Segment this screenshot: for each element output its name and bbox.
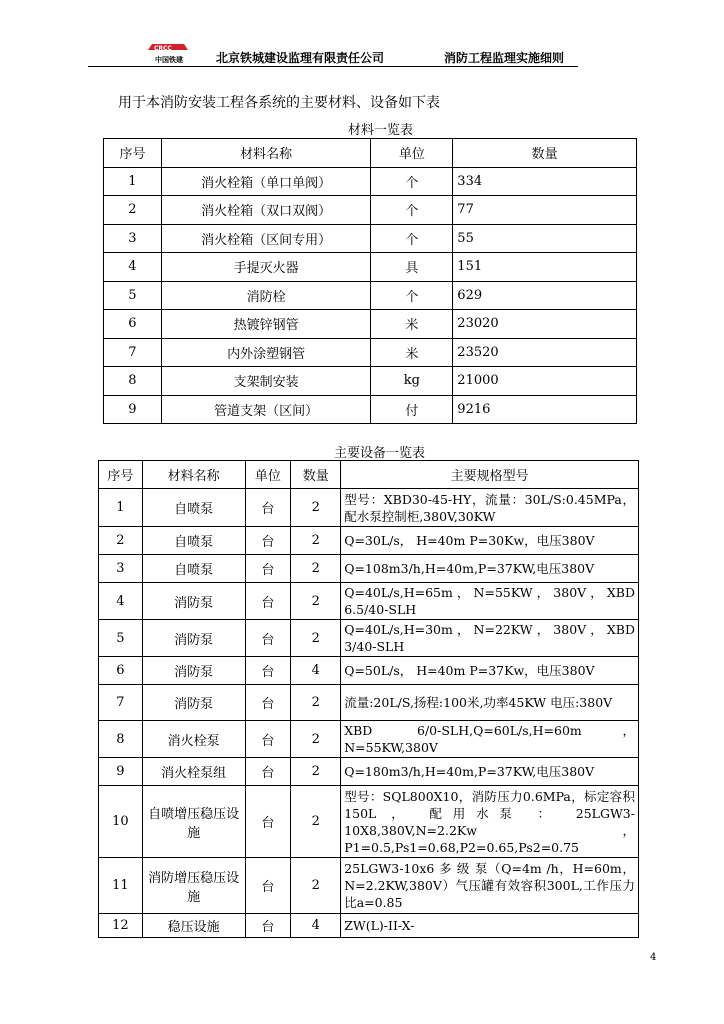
quantity: 21000 — [453, 367, 637, 396]
unit: 付 — [371, 395, 453, 424]
row-number: 9 — [104, 395, 162, 424]
unit: 台 — [245, 583, 291, 620]
row-number: 8 — [104, 367, 162, 396]
logo-text: 中国铁建 — [155, 56, 183, 64]
table-row — [104, 167, 637, 196]
row-number: 5 — [104, 281, 162, 310]
unit: 具 — [371, 253, 453, 282]
equipment-caption: 主要设备一览表 — [334, 446, 426, 461]
equipment-name: 自喷增压稳压设施 — [142, 786, 245, 858]
svg-text:CRCC: CRCC — [154, 45, 172, 52]
equipment-name: 自喷泵 — [142, 489, 245, 527]
quantity: 2 — [291, 858, 341, 914]
equipment-name: 消防泵 — [142, 685, 245, 721]
specification: 流量:20L/S,扬程:100米,功率45KW 电压:380V — [341, 685, 639, 721]
table-row — [104, 395, 637, 424]
quantity: 77 — [453, 196, 637, 225]
quantity: 23520 — [453, 338, 637, 367]
quantity: 334 — [453, 167, 637, 196]
header-name: 材料名称 — [161, 139, 371, 168]
quantity: 629 — [453, 281, 637, 310]
table-row — [99, 758, 639, 786]
table-row — [99, 786, 639, 858]
row-number: 8 — [99, 721, 143, 758]
table-row — [99, 620, 639, 657]
table-row — [104, 310, 637, 339]
equipment-name: 稳压设施 — [142, 914, 245, 938]
material-name: 消火栓箱（区间专用） — [161, 224, 371, 253]
specification: XBD 6/0-SLH,Q=60L/s,H=60m，N=55KW,380V — [341, 721, 639, 758]
row-number: 5 — [99, 620, 143, 657]
table-row — [99, 858, 639, 914]
material-name: 内外涂塑钢管 — [161, 338, 371, 367]
quantity: 4 — [291, 657, 341, 685]
material-name: 手提灭火器 — [161, 253, 371, 282]
row-number: 7 — [99, 685, 143, 721]
specification: Q=50L/s， H=40m P=37Kw，电压380V — [341, 657, 639, 685]
table-row — [104, 367, 637, 396]
row-number: 9 — [99, 758, 143, 786]
table-row — [104, 196, 637, 225]
table-row — [99, 657, 639, 685]
header-no: 序号 — [104, 139, 162, 168]
equipment-header-row — [99, 461, 639, 489]
table-row — [99, 527, 639, 555]
table-row — [104, 281, 637, 310]
specification: Q=30L/s， H=40m P=30Kw，电压380V — [341, 527, 639, 555]
table-row — [104, 338, 637, 367]
table-row — [99, 583, 639, 620]
quantity: 2 — [291, 685, 341, 721]
equipment-name: 消火栓泵组 — [142, 758, 245, 786]
quantity: 151 — [453, 253, 637, 282]
unit: 个 — [371, 196, 453, 225]
quantity: 2 — [291, 489, 341, 527]
specification: Q=40L/s,H=65m ， N=55KW ， 380V ， XBD 6.5/40-SLH — [341, 583, 639, 620]
equipment-name: 自喷泵 — [142, 527, 245, 555]
page-number: 4 — [650, 952, 657, 963]
materials-caption: 材料一览表 — [348, 123, 414, 138]
row-number: 4 — [104, 253, 162, 282]
table-row — [99, 914, 639, 938]
unit: 台 — [245, 620, 291, 657]
equipment-name: 消防泵 — [142, 583, 245, 620]
materials-header-row — [104, 139, 637, 168]
table-row — [99, 721, 639, 758]
quantity: 2 — [291, 620, 341, 657]
specification: Q=40L/s,H=30m，N=22KW，380V，XBD 3/40-SLH — [341, 620, 639, 657]
equipment-name: 消防泵 — [142, 620, 245, 657]
unit: kg — [371, 367, 453, 396]
specification: Q=108m3/h,H=40m,P=37KW,电压380V — [341, 555, 639, 583]
unit: 台 — [245, 758, 291, 786]
header-spec: 主要规格型号 — [341, 461, 639, 489]
equipment-table — [98, 460, 639, 938]
specification: 型号：SQL800X10，消防压力0.6MPa，标定容积 150L ， 配用水泵 ： 25LGW3-10X8,380V,N=2.2Kw ， P1=0.5,Ps1=0.68,P2=0.65,Ps2=0.75 — [341, 786, 639, 858]
quantity: 2 — [291, 721, 341, 758]
unit: 台 — [245, 685, 291, 721]
quantity: 2 — [291, 527, 341, 555]
row-number: 1 — [99, 489, 143, 527]
equipment-name: 自喷泵 — [142, 555, 245, 583]
unit: 台 — [245, 489, 291, 527]
unit: 个 — [371, 224, 453, 253]
unit: 台 — [245, 657, 291, 685]
quantity: 9216 — [453, 395, 637, 424]
header-unit: 单位 — [371, 139, 453, 168]
quantity: 23020 — [453, 310, 637, 339]
material-name: 管道支架（区间） — [161, 395, 371, 424]
material-name: 支架制安装 — [161, 367, 371, 396]
material-name: 消防栓 — [161, 281, 371, 310]
materials-table — [103, 138, 637, 424]
quantity: 4 — [291, 914, 341, 938]
specification: 25LGW3-10x6 多 级 泵（Q=4m /h，H=60m，N=2.2KW,380V）气压罐有效容积300L,工作压力比a=0.85 — [341, 858, 639, 914]
row-number: 4 — [99, 583, 143, 620]
unit: 台 — [245, 527, 291, 555]
material-name: 热镀锌钢管 — [161, 310, 371, 339]
header-qty: 数量 — [453, 139, 637, 168]
page-header — [88, 38, 578, 67]
quantity: 2 — [291, 555, 341, 583]
equipment-name: 消防泵 — [142, 657, 245, 685]
unit: 台 — [245, 914, 291, 938]
material-name: 消火栓箱（双口双阀） — [161, 196, 371, 225]
unit: 个 — [371, 281, 453, 310]
row-number: 6 — [104, 310, 162, 339]
specification: Q=180m3/h,H=40m,P=37KW,电压380V — [341, 758, 639, 786]
specification: ZW(L)-II-X- — [341, 914, 639, 938]
company-name: 北京铁城建设监理有限责任公司 — [216, 51, 385, 65]
header-name: 材料名称 — [142, 461, 245, 489]
row-number: 3 — [104, 224, 162, 253]
header-unit: 单位 — [245, 461, 291, 489]
header-no: 序号 — [99, 461, 143, 489]
row-number: 2 — [104, 196, 162, 225]
row-number: 11 — [99, 858, 143, 914]
row-number: 12 — [99, 914, 143, 938]
unit: 台 — [245, 555, 291, 583]
quantity: 55 — [453, 224, 637, 253]
equipment-name: 消火栓泵 — [142, 721, 245, 758]
unit: 个 — [371, 167, 453, 196]
unit: 米 — [371, 310, 453, 339]
row-number: 3 — [99, 555, 143, 583]
row-number: 2 — [99, 527, 143, 555]
table-row — [104, 253, 637, 282]
specification: 型号：XBD30-45-HY，流量：30L/S:0.45MPa，配水泵控制柜,380V,30KW — [341, 489, 639, 527]
material-name: 消火栓箱（单口单阀） — [161, 167, 371, 196]
table-row — [99, 685, 639, 721]
unit: 台 — [245, 721, 291, 758]
row-number: 6 — [99, 657, 143, 685]
row-number: 10 — [99, 786, 143, 858]
unit: 米 — [371, 338, 453, 367]
quantity: 2 — [291, 583, 341, 620]
row-number: 7 — [104, 338, 162, 367]
document-title: 消防工程监理实施细则 — [444, 51, 565, 65]
unit: 台 — [245, 786, 291, 858]
header-qty: 数量 — [291, 461, 341, 489]
intro-text: 用于本消防安装工程各系统的主要材料、设备如下表 — [118, 95, 440, 111]
table-row — [99, 555, 639, 583]
quantity: 2 — [291, 786, 341, 858]
quantity: 2 — [291, 758, 341, 786]
row-number: 1 — [104, 167, 162, 196]
table-row — [104, 224, 637, 253]
unit: 台 — [245, 858, 291, 914]
table-row — [99, 489, 639, 527]
equipment-name: 消防增压稳压设施 — [142, 858, 245, 914]
